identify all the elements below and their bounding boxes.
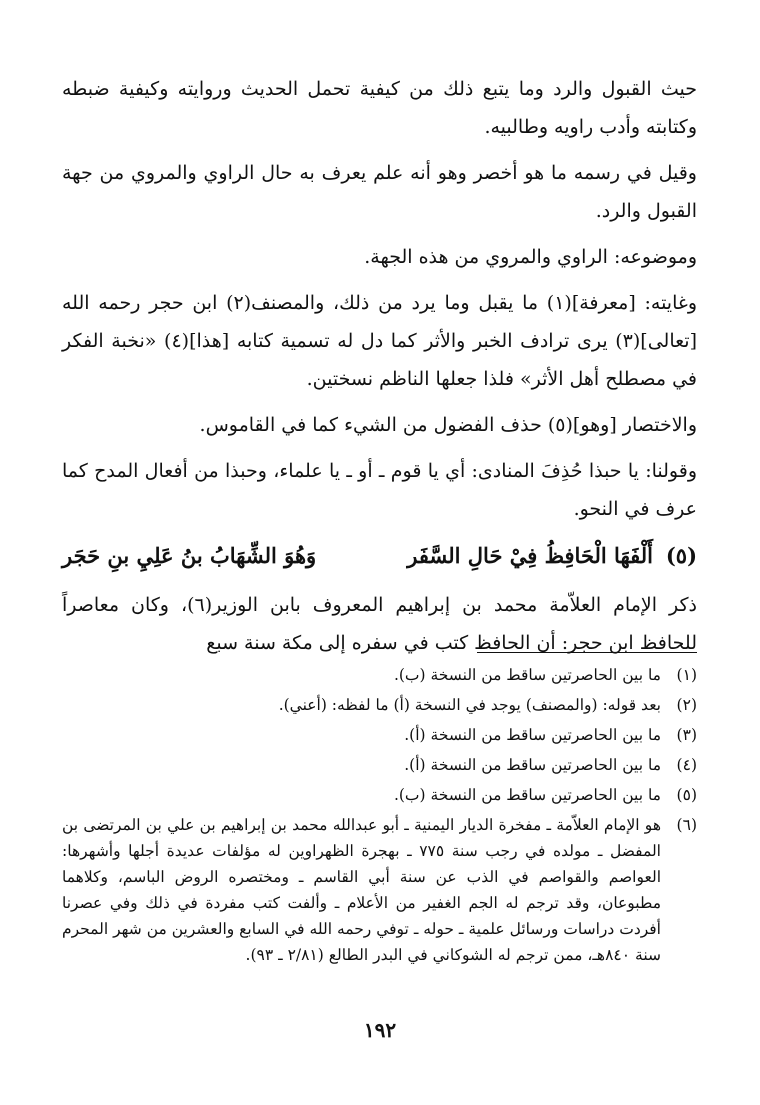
footnote (62, 722, 697, 748)
poem-verse (62, 536, 697, 576)
footnote-text: ما بين الحاصرتين ساقط من النسخة (ب). (393, 786, 661, 804)
paragraph-alternative-definition: وقيل في رسمه ما هو أخصر وهو أنه علم يعرف به حال الراوي والمروي من جهة القبول والرد. (62, 162, 697, 222)
footnote-divider (477, 652, 697, 653)
footnotes (62, 662, 697, 972)
paragraph-definition: حيث القبول والرد وما يتبع ذلك من كيفية تحمل الحديث وروايته وكيفية ضبطه وكتابته وأدب راويه وطالبيه. (62, 78, 697, 138)
paragraph-subject: وموضوعه: الراوي والمروي من هذه الجهة. (364, 246, 697, 268)
footnote-text: ما بين الحاصرتين ساقط من النسخة (أ). (404, 726, 661, 744)
footnote-text: ما بين الحاصرتين ساقط من النسخة (ب). (393, 666, 661, 684)
page-number: ١٩٢ (363, 1018, 397, 1042)
footnote (62, 662, 697, 688)
verse-number: (٥) (665, 543, 697, 568)
verse-second-hemistich: وَهُوَ الشِّهَابُ بنُ عَلِيِ بنِ حَجَر (61, 543, 317, 568)
footnote (62, 812, 697, 968)
footnote-text: بعد قوله: (والمصنف) يوجد في النسخة (أ) ما لفظه: (أعني). (278, 696, 661, 714)
paragraph-abridgement: والاختصار [وهو](٥) حذف الفضول من الشيء كما في القاموس. (199, 414, 697, 436)
footnote (62, 692, 697, 718)
footnote-number: (٤) (676, 756, 697, 774)
footnote-text: هو الإمام العلاّمة ـ مفخرة الديار اليمنية ـ أبو عبدالله محمد بن إبراهيم بن علي بن المرتضى بن المفضل ـ مولده في رجب سنة ٧٧٥ ـ بهجرة الظهراوين له مؤلفات عديدة أجلها وأشهرها: العواصم والقواصم في الذب عن سنة أبي القاسم ـ ومختصره الروض الباسم، وكلاهما مطبوعان، وقد ترجم له الجم الغفير من الأعلام ـ وألفت كتب مفردة في ذلك وفي عصرنا أفردت دراسات ورسائل علمية ـ حوله ـ توفي رحمه الله في السابع والعشرين من شهر المحرم سنة ٨٤٠هـ، ممن ترجم له الشوكاني في البدر الطالع (٢/٨١ ـ ٩٣). (62, 816, 661, 964)
page-body (62, 70, 697, 1070)
paragraph-ibn-alwazir: ذكر الإمام العلاّمة محمد بن إبراهيم المعروف بابن الوزير(٦)، وكان معاصراً للحافظ ابن حجر: أن الحافظ كتب في سفره إلى مكة سنة سبع (62, 594, 697, 654)
footnote-number: (٥) (676, 786, 697, 804)
footnote-text: ما بين الحاصرتين ساقط من النسخة (أ). (404, 756, 661, 774)
verse-first-hemistich: أَلْفَهَا الْحَافِظُ فِيْ حَالِ السَّفَر (407, 543, 653, 568)
paragraph-purpose: وغايته: [معرفة](١) ما يقبل وما يرد من ذلك، والمصنف(٢) ابن حجر رحمه الله [تعالى](٣) يرى ترادف الخبر والأثر كما دل له تسمية كتابه [هذا](٤) «نخبة الفكر في مصطلح أهل الأثر» فلذا جعلها الناظم نسختين. (62, 292, 697, 390)
footnote (62, 752, 697, 778)
footnote-number: (٣) (676, 726, 697, 744)
footnote-number: (١) (676, 666, 697, 684)
footnote-number: (٦) (676, 816, 697, 834)
footnote-number: (٢) (676, 696, 697, 714)
paragraph-habbadha: وقولنا: يا حبذا حُذِفَ المنادى: أي يا قوم ـ أو ـ يا علماء، وحبذا من أفعال المدح كما عرف في النحو. (62, 460, 697, 520)
footnote (62, 782, 697, 808)
